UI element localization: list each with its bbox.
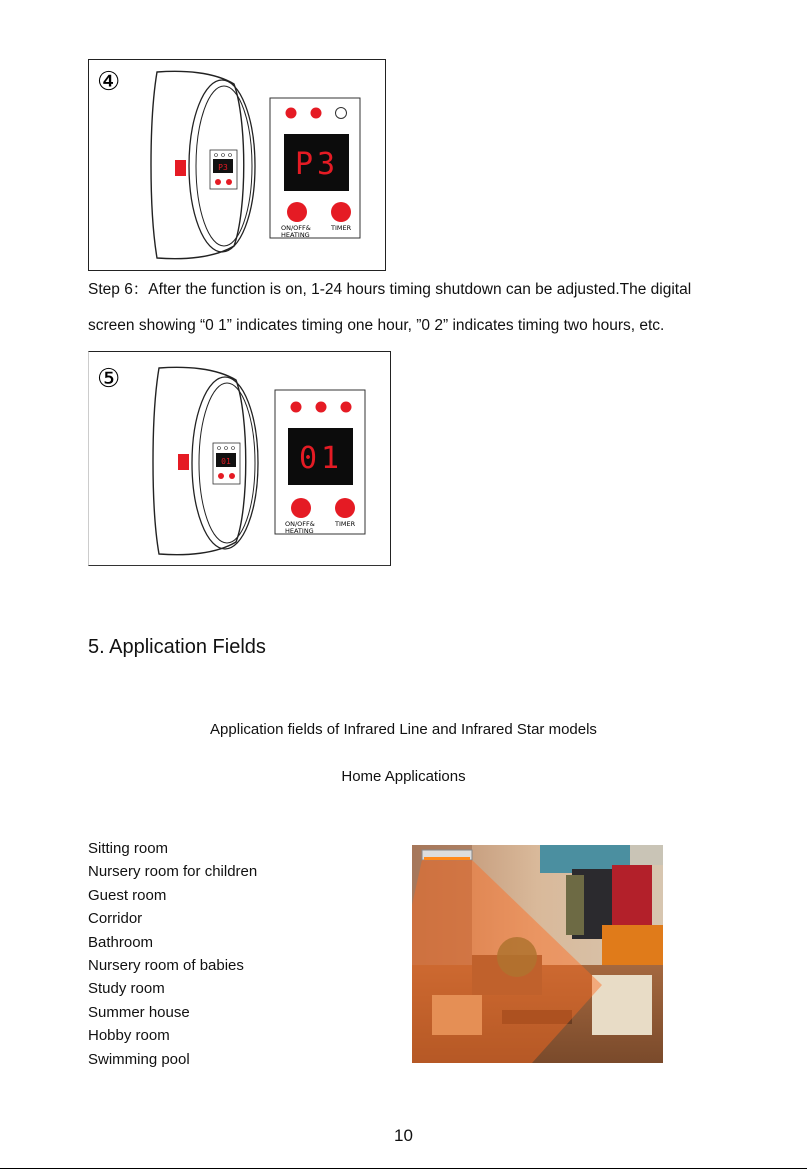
timer-label: TIMER bbox=[331, 224, 352, 232]
list-item: Bathroom bbox=[88, 933, 154, 951]
on-off-heating-button bbox=[291, 498, 311, 518]
list-item: Study room bbox=[88, 980, 165, 998]
indicator-light-2 bbox=[316, 402, 327, 413]
list-item: Hobby room bbox=[88, 1027, 170, 1045]
list-item: Guest room bbox=[88, 886, 167, 904]
list-item: Summer house bbox=[88, 1003, 190, 1021]
list-item: Swimming pool bbox=[88, 1050, 190, 1068]
indicator-light-2 bbox=[311, 108, 322, 119]
list-item: Corridor bbox=[88, 910, 143, 928]
display-readout: P3 bbox=[294, 147, 340, 182]
list-item: Nursery room of babies bbox=[88, 956, 244, 974]
timer-button bbox=[331, 202, 351, 222]
indicator-light-1 bbox=[286, 108, 297, 119]
step6-line2: screen showing “0 1” indicates timing one hour, ”0 2” indicates timing two hours, etc. bbox=[88, 317, 665, 334]
list-item: Sitting room bbox=[88, 840, 169, 857]
svg-text:01: 01 bbox=[221, 457, 231, 466]
figure-step-4 bbox=[88, 59, 386, 271]
figure-step-5 bbox=[88, 351, 391, 566]
timer-label: TIMER bbox=[335, 520, 356, 528]
step-number-4: ④ bbox=[97, 67, 121, 97]
step6-line1: Step 6：After the function is on, 1-24 hours timing shutdown can be adjusted.The digital bbox=[88, 281, 692, 298]
svg-text:P3: P3 bbox=[218, 163, 228, 172]
heating-label: HEATING bbox=[281, 231, 310, 239]
list-item: Nursery room for children bbox=[88, 863, 258, 881]
indicator-light-3 bbox=[341, 402, 352, 413]
page-number: 10 bbox=[394, 1126, 413, 1145]
heating-label: HEATING bbox=[285, 527, 314, 535]
heater-side-light bbox=[175, 160, 186, 176]
home-applications-heading: Home Applications bbox=[341, 768, 466, 785]
heater-side-light bbox=[178, 454, 189, 470]
indicator-light-1 bbox=[291, 402, 302, 413]
on-off-label: ON/OFF& bbox=[281, 224, 311, 232]
display-readout: 01 bbox=[298, 441, 344, 476]
section-subtitle: Application fields of Infrared Line and Infrared Star models bbox=[210, 721, 597, 738]
section-heading: 5. Application Fields bbox=[88, 636, 266, 658]
on-off-label: ON/OFF& bbox=[285, 520, 315, 528]
indicator-light-3 bbox=[336, 108, 347, 119]
step-number-5: ⑤ bbox=[97, 364, 121, 394]
application-list bbox=[88, 839, 257, 1073]
on-off-heating-button bbox=[287, 202, 307, 222]
bottom-rule bbox=[0, 1168, 807, 1169]
timer-button bbox=[335, 498, 355, 518]
room-photo bbox=[412, 845, 663, 1063]
